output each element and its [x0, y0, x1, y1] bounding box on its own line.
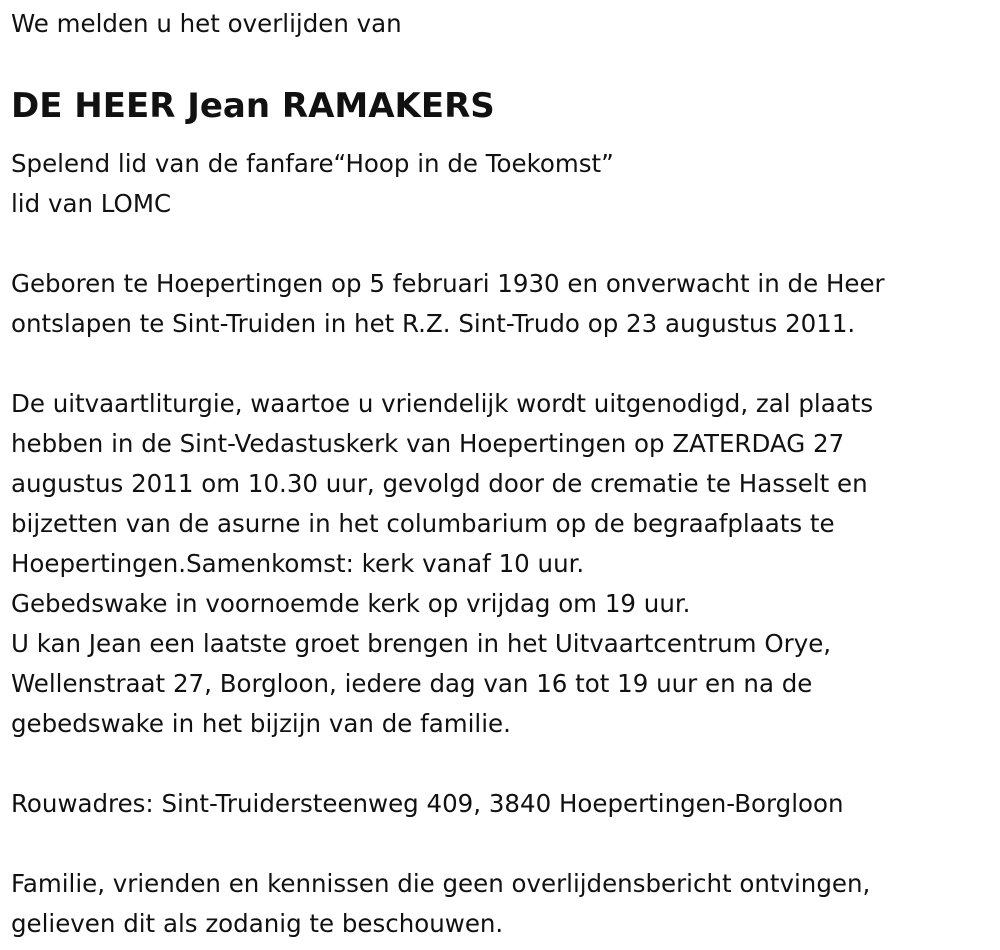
funeral-line: hebben in de Sint-Vedastuskerk van Hoepertingen op ZATERDAG 27 [11, 429, 845, 458]
spacer [11, 344, 991, 384]
funeral-line: bijzetten van de asurne in het columbarium op de begraafplaats te [11, 509, 835, 538]
affiliation-line: lid van LOMC [11, 189, 172, 218]
closing-line: gelieven dit als zodanig te beschouwen. [11, 909, 504, 938]
funeral-line: Hoepertingen.Samenkomst: kerk vanaf 10 uur. [11, 549, 585, 578]
funeral-line: augustus 2011 om 10.30 uur, gevolgd door de crematie te Hasselt en [11, 469, 868, 498]
funeral-line: Gebedswake in voornoemde kerk op vrijdag om 19 uur. [11, 589, 691, 618]
spacer [11, 224, 991, 264]
birth-death-line: Geboren te Hoepertingen op 5 februari 1930 en onverwacht in de Heer [11, 269, 885, 298]
spacer [11, 824, 991, 864]
spacer [11, 744, 991, 784]
funeral-line: U kan Jean een laatste groet brengen in het Uitvaartcentrum Orye, [11, 629, 832, 658]
intro-text: We melden u het overlijden van [11, 9, 402, 38]
funeral-line: gebedswake in het bijzijn van de familie. [11, 709, 511, 738]
closing-line: Familie, vrienden en kennissen die geen overlijdensbericht ontvingen, [11, 869, 871, 898]
mourning-address: Rouwadres: Sint-Truidersteenweg 409, 3840 Hoepertingen-Borgloon [11, 789, 844, 818]
death-notice [11, 4, 991, 944]
funeral-line: Wellenstraat 27, Borgloon, iedere dag van 16 tot 19 uur en na de [11, 669, 813, 698]
affiliation-line: Spelend lid van de fanfare“Hoop in de Toekomst” [11, 149, 614, 178]
deceased-name: DE HEER Jean RAMAKERS [11, 86, 495, 126]
birth-death-line: ontslapen te Sint-Truiden in het R.Z. Sint-Trudo op 23 augustus 2011. [11, 309, 856, 338]
funeral-line: De uitvaartliturgie, waartoe u vriendelijk wordt uitgenodigd, zal plaats [11, 389, 874, 418]
